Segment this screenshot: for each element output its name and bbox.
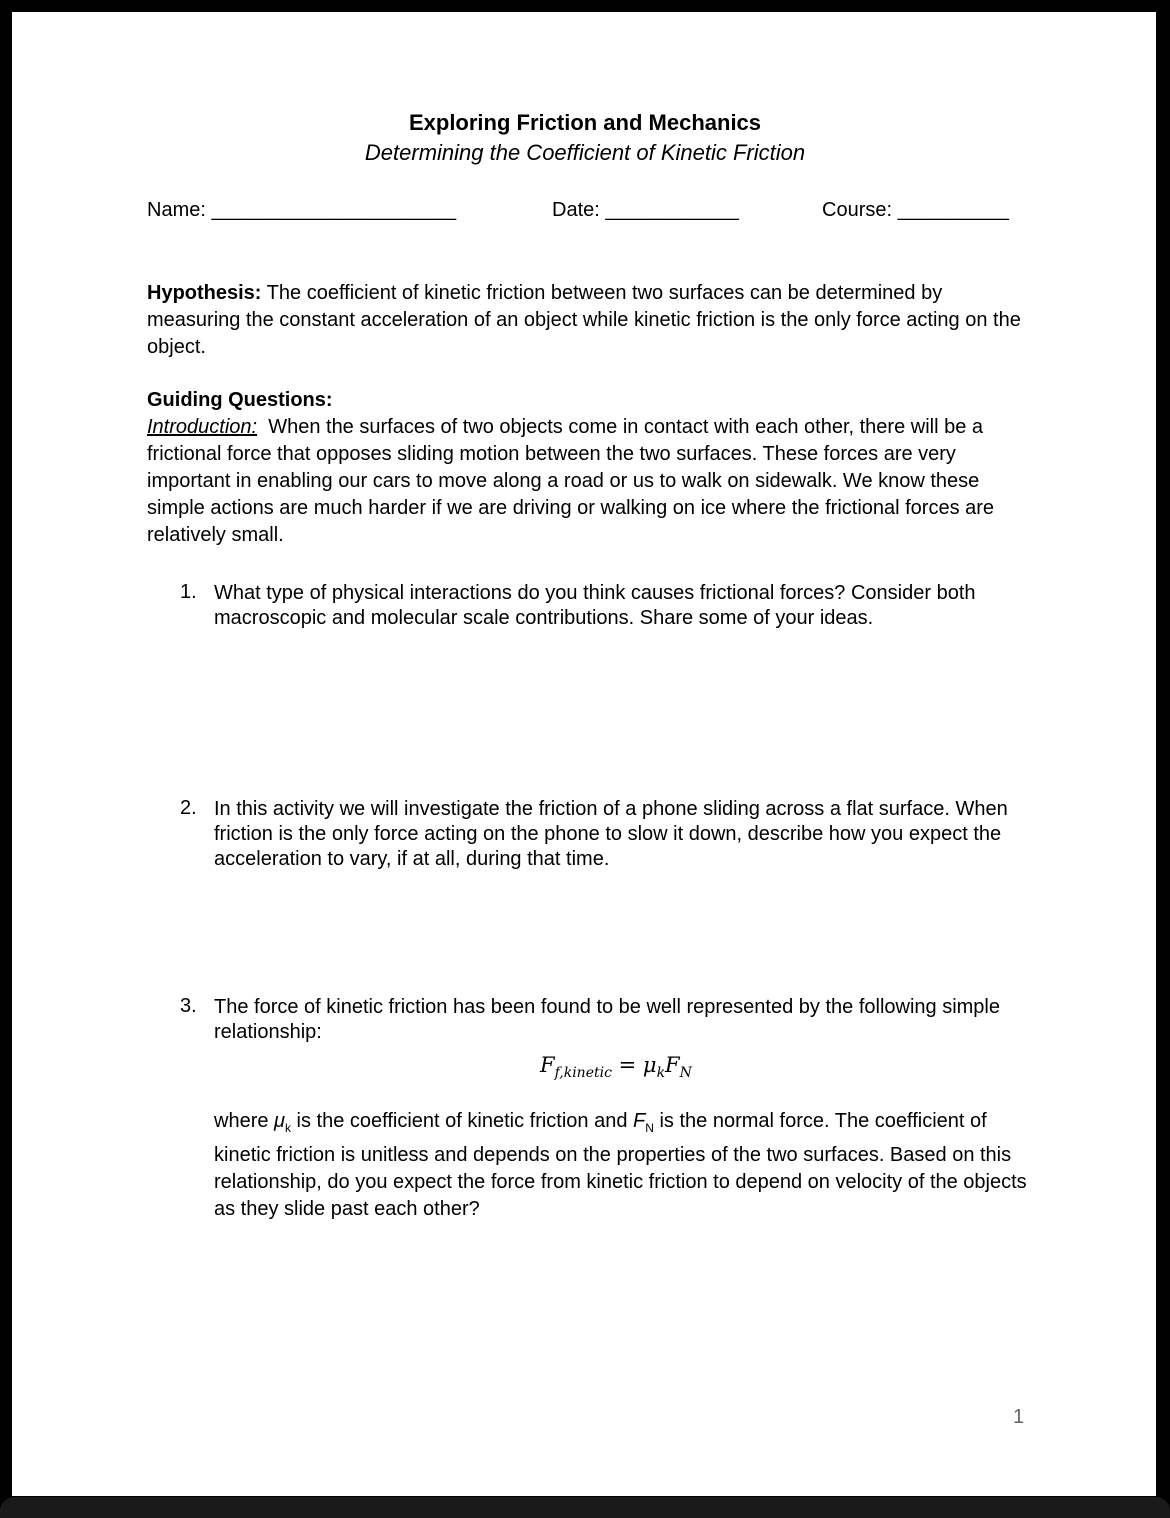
name-field[interactable] bbox=[147, 199, 456, 222]
guiding-heading: Guiding Questions: bbox=[147, 389, 333, 411]
intro-text: When the surfaces of two objects come in contact with each other, there will be a frictional force that opposes sliding motion between the two surfaces. These forces are very important in enabling our cars to move along a road or us to walk on sidewalk. We know these simple actions are much harder if we are driving or walking on ice where the frictional forces are relatively small. bbox=[147, 416, 995, 546]
document-page bbox=[12, 12, 1156, 1496]
hypothesis-text: The coefficient of kinetic friction between two surfaces can be determined by measuring the constant acceleration of an object while kinetic friction is the only force acting on the object. bbox=[147, 282, 1021, 358]
date-field[interactable] bbox=[552, 199, 739, 222]
bottom-bar bbox=[0, 1497, 1170, 1518]
question-1-number: 1. bbox=[180, 581, 197, 603]
date-label: Date: bbox=[552, 199, 600, 221]
intro-label: Introduction: bbox=[147, 416, 258, 438]
question-3-text: The force of kinetic friction has been found to be well represented by the following simple relationship: bbox=[214, 996, 1000, 1043]
question-2-text: In this activity we will investigate the friction of a phone sliding across a flat surface. When friction is the only force acting on the phone to slow it down, describe how you expect the acceleration to vary, if at all, during that time. bbox=[214, 798, 1008, 870]
course-field[interactable] bbox=[822, 199, 1009, 222]
question-3-number: 3. bbox=[180, 995, 197, 1017]
friction-equation: $F_{f,kinetic} = \mu_kF_N$ bbox=[540, 1053, 692, 1082]
question-1-text: What type of physical interactions do you think causes frictional forces? Consider both macroscopic and molecular scale contributions. Share some of your ideas. bbox=[214, 582, 976, 629]
name-blank: ______________________ bbox=[211, 199, 457, 221]
guiding-section bbox=[147, 387, 1037, 549]
page-title: Exploring Friction and Mechanics bbox=[408, 110, 762, 135]
hypothesis-label: Hypothesis: bbox=[147, 282, 262, 304]
question-3-followup: where $\mu_k$ is the coefficient of kinetic friction and $F_N$ is the normal force. The coefficient of kinetic friction is unitless and depends on the properties of the two surfaces. Based on this relationship, do you expect the force from kinetic friction to depend on velocity of the objects as they slide past each other? bbox=[214, 1110, 1027, 1220]
page-subtitle: Determining the Coefficient of Kinetic Friction bbox=[364, 140, 806, 165]
question-2-number: 2. bbox=[180, 797, 197, 819]
page-number: 1 bbox=[1013, 1406, 1025, 1428]
date-blank: ____________ bbox=[605, 199, 739, 221]
course-label: Course: bbox=[822, 199, 893, 221]
name-label: Name: bbox=[147, 199, 206, 221]
hypothesis-paragraph bbox=[147, 280, 1037, 361]
course-blank: __________ bbox=[897, 199, 1009, 221]
